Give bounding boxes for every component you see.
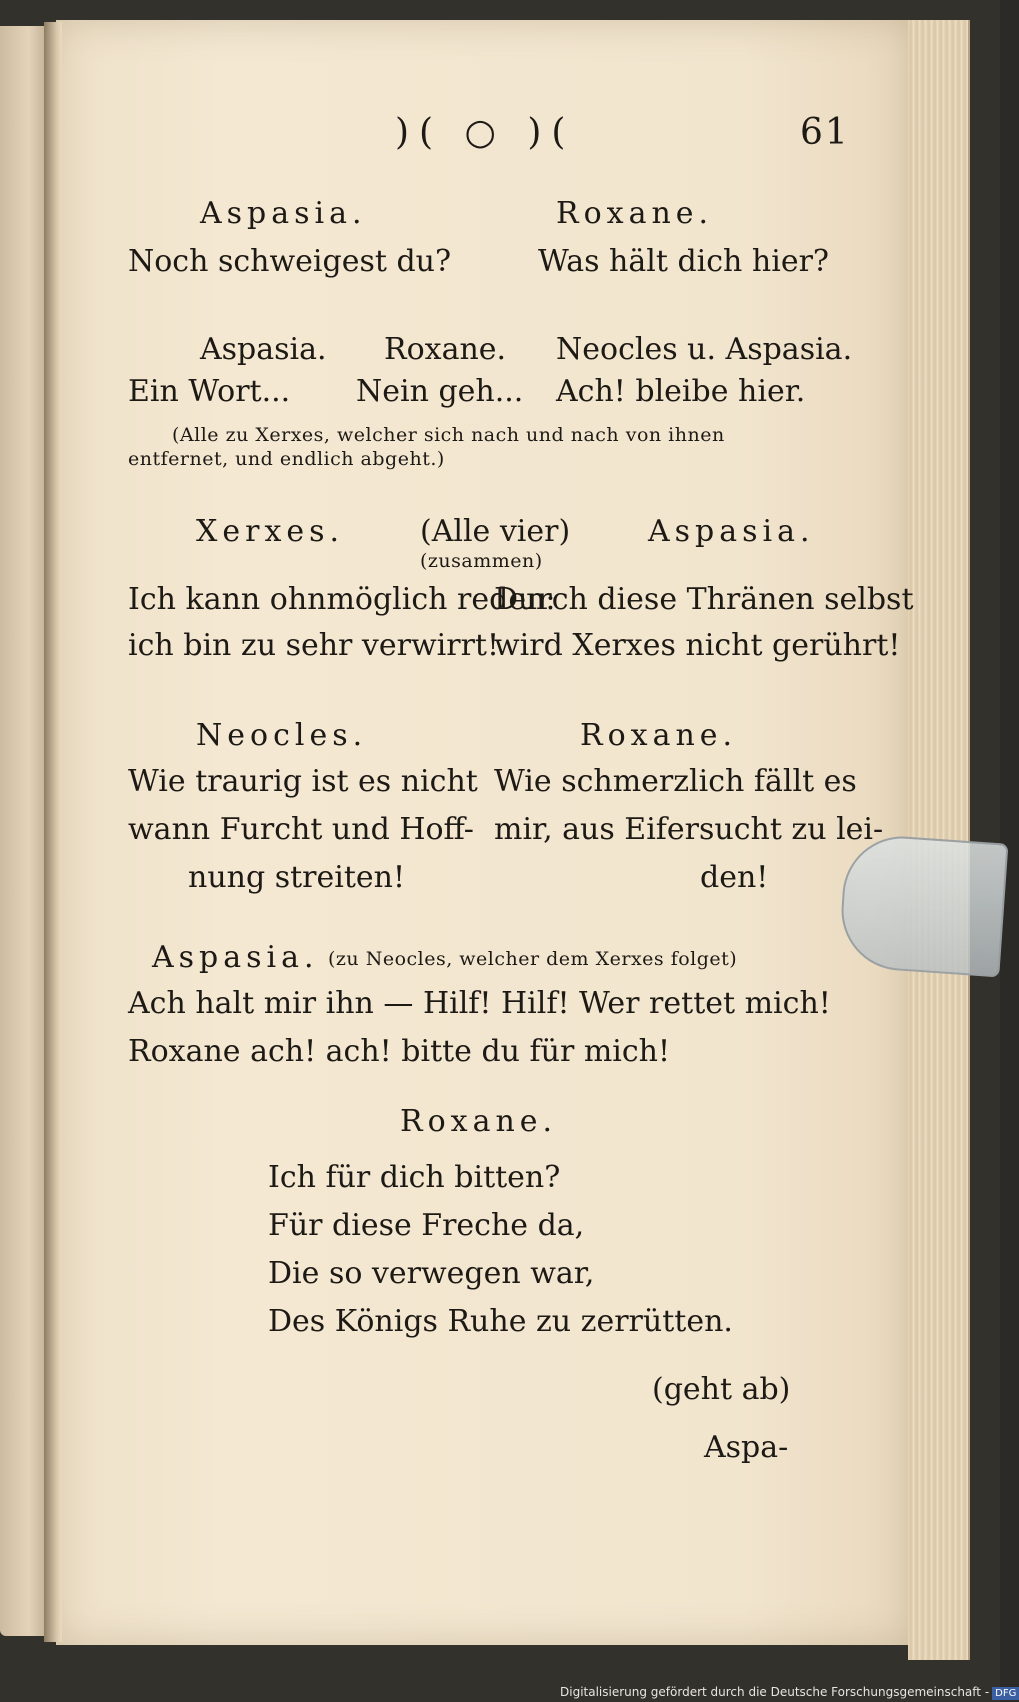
line-aspasia: Durch diese Thränen selbst	[494, 582, 914, 617]
digitization-credit	[560, 1683, 1017, 1702]
speaker-aspasia: Aspasia.	[200, 196, 367, 231]
speaker-roxane: Roxane.	[580, 718, 738, 753]
line-xerxes: ich bin zu sehr verwirrt!	[128, 628, 500, 663]
line-neocles: nung streiten!	[188, 860, 406, 895]
line-roxane: Des Königs Ruhe zu zerrütten.	[268, 1304, 733, 1339]
running-head: )( ○ )(	[395, 112, 576, 153]
stage-direction: (Alle vier)	[420, 514, 571, 549]
page-number: 61	[800, 112, 850, 153]
line-roxane: Ich für dich bitten?	[268, 1160, 561, 1195]
stage-direction: (zu Neocles, welcher dem Xerxes folget)	[328, 948, 738, 970]
line-aspasia: Roxane ach! ach! bitte du für mich!	[128, 1034, 671, 1069]
line-neocles: Wie traurig ist es nicht	[128, 764, 478, 799]
speaker-neocles-aspasia: Neocles u. Aspasia.	[556, 332, 853, 367]
line-neocles: wann Furcht und Hoff-	[128, 812, 474, 847]
line-aspasia: Ein Wort...	[128, 374, 291, 409]
speaker-aspasia: Aspasia.	[200, 332, 327, 367]
catchword: Aspa-	[704, 1430, 789, 1465]
speaker-aspasia: Aspasia.	[152, 940, 319, 975]
line-xerxes: Ich kann ohnmöglich reden:	[128, 582, 556, 617]
speaker-roxane: Roxane.	[384, 332, 507, 367]
book-gutter	[44, 22, 62, 1642]
stage-direction: (zusammen)	[420, 550, 543, 572]
dfg-logo: DFG	[992, 1687, 1019, 1700]
line-roxane: Nein geh...	[356, 374, 524, 409]
line-aspasia: wird Xerxes nicht gerührt!	[494, 628, 901, 663]
line-neocles-aspasia: Ach! bleibe hier.	[556, 374, 806, 409]
speaker-neocles: Neocles.	[196, 718, 368, 753]
line-roxane: den!	[700, 860, 769, 895]
speaker-roxane: Roxane.	[400, 1104, 558, 1139]
stage-direction: entfernet, und endlich abgeht.)	[128, 448, 445, 470]
speaker-xerxes: Xerxes.	[196, 514, 345, 549]
page-clip-tab	[838, 833, 1009, 978]
speaker-roxane: Roxane.	[556, 196, 714, 231]
speaker-aspasia: Aspasia.	[648, 514, 815, 549]
line-roxane: Für diese Freche da,	[268, 1208, 585, 1243]
line-roxane: Was hält dich hier?	[538, 244, 829, 279]
line-roxane: Die so verwegen war,	[268, 1256, 595, 1291]
stage-direction: (Alle zu Xerxes, welcher sich nach und nach von ihnen	[172, 424, 725, 446]
line-roxane: mir, aus Eifersucht zu lei-	[494, 812, 884, 847]
line-aspasia: Noch schweigest du?	[128, 244, 452, 279]
stage-direction: (geht ab)	[652, 1372, 791, 1407]
line-aspasia: Ach halt mir ihn — Hilf! Hilf! Wer rettet mich!	[128, 986, 831, 1021]
credit-text: Digitalisierung gefördert durch die Deutsche Forschungsgemeinschaft -	[560, 1685, 990, 1699]
line-roxane: Wie schmerzlich fällt es	[494, 764, 857, 799]
